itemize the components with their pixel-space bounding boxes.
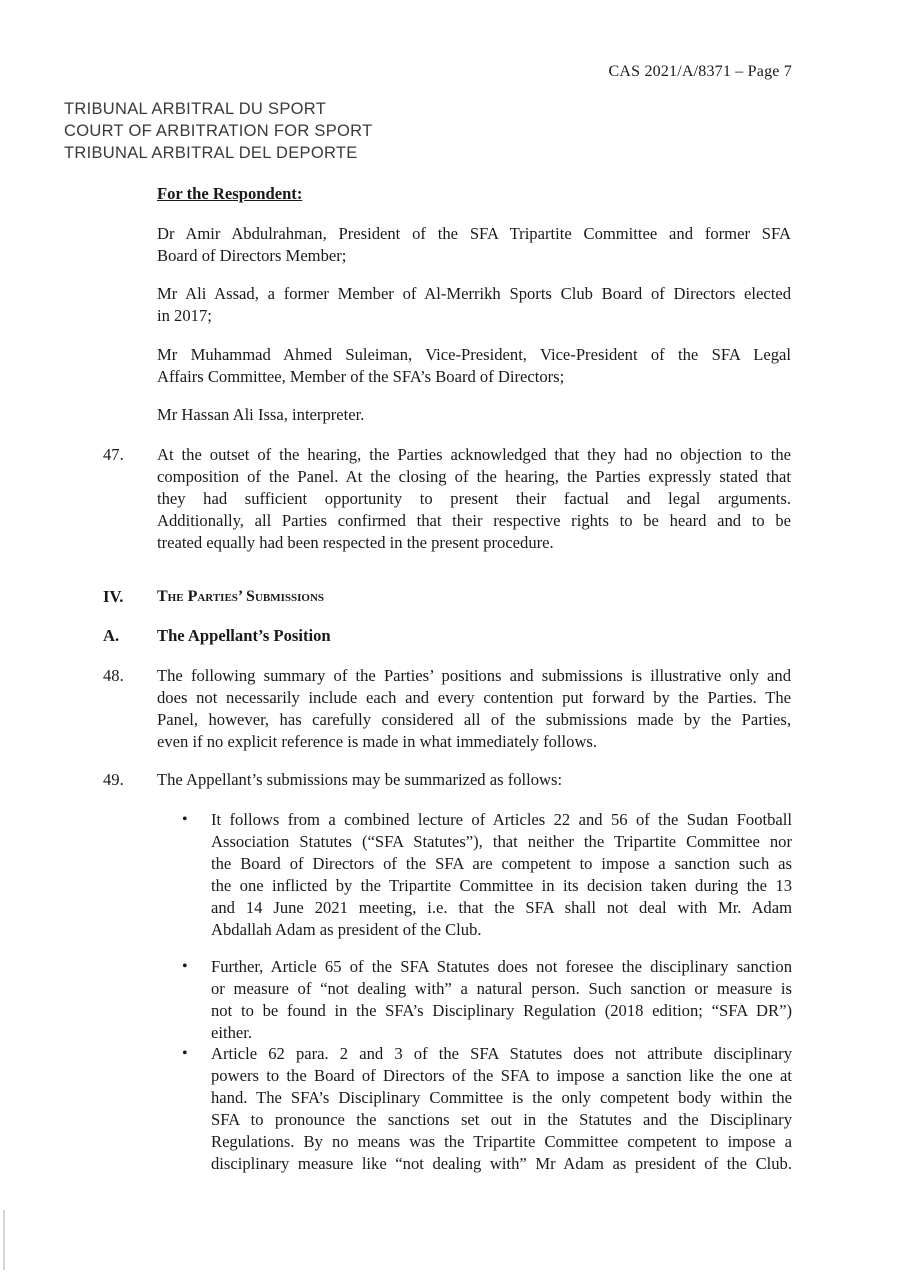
subsection-number-a: A. xyxy=(103,626,120,645)
text-line: they had sufficient opportunity to present their factual and legal arguments. xyxy=(157,489,791,508)
bullet-marker: • xyxy=(182,1045,188,1062)
text-line: Association Statutes (“SFA Statutes”), that neither the Tripartite Committee nor xyxy=(211,832,792,851)
text-line: The following summary of the Parties’ positions and submissions is illustrative only and xyxy=(157,666,791,685)
paragraph-47 xyxy=(157,444,791,554)
bullet-marker: • xyxy=(182,811,188,828)
text-line: Further, Article 65 of the SFA Statutes does not foresee the disciplinary sanction xyxy=(211,957,792,976)
text-line: and 14 June 2021 meeting, i.e. that the SFA shall not deal with Mr. Adam xyxy=(211,898,792,917)
text-line: composition of the Panel. At the closing of the hearing, the Parties expressly stated that xyxy=(157,467,791,486)
text-line: Panel, however, has carefully considered all of the submissions made by the Parties, xyxy=(157,710,791,729)
page-header-case-reference: CAS 2021/A/8371 – Page 7 xyxy=(608,63,792,80)
text-line: Article 62 para. 2 and 3 of the SFA Statutes does not attribute disciplinary xyxy=(211,1044,792,1063)
bullet-item-3 xyxy=(211,1043,792,1175)
text-line: At the outset of the hearing, the Parties acknowledged that they had no objection to the xyxy=(157,445,791,464)
subsection-title-appellants-position: The Appellant’s Position xyxy=(157,626,331,645)
text-line: Regulations. By no means was the Tripartite Committee competent to impose a xyxy=(211,1132,792,1151)
paragraph-number-48: 48. xyxy=(103,666,124,685)
section-title-parties-submissions: The Parties’ Submissions xyxy=(157,588,325,605)
text-line: Affairs Committee, Member of the SFA’s Board of Directors; xyxy=(157,367,565,386)
paragraph-49: The Appellant’s submissions may be summarized as follows: xyxy=(157,770,563,789)
respondent-party-4: Mr Hassan Ali Issa, interpreter. xyxy=(157,405,365,424)
letterhead-line-english: COURT OF ARBITRATION FOR SPORT xyxy=(64,122,373,140)
respondent-party-2 xyxy=(157,283,791,327)
text-line: disciplinary measure like “not dealing with” Mr Adam as president of the Club. xyxy=(211,1154,792,1173)
text-line: Abdallah Adam as president of the Club. xyxy=(211,920,482,939)
paragraph-48 xyxy=(157,665,791,753)
text-line: not to be found in the SFA’s Disciplinary Regulation (2018 edition; “SFA DR”) xyxy=(211,1001,792,1020)
bullet-item-1 xyxy=(211,809,792,941)
text-line: SFA to pronounce the sanctions set out in the Statutes and the Disciplinary xyxy=(211,1110,792,1129)
text-line: hand. The SFA’s Disciplinary Committee is the only competent body within the xyxy=(211,1088,792,1107)
text-line: Board of Directors Member; xyxy=(157,246,347,265)
text-line: Mr Ali Assad, a former Member of Al-Merrikh Sports Club Board of Directors elected xyxy=(157,284,791,303)
paragraph-number-47: 47. xyxy=(103,445,124,464)
text-line: or measure of “not dealing with” a natural person. Such sanction or measure is xyxy=(211,979,792,998)
text-line: Dr Amir Abdulrahman, President of the SFA Tripartite Committee and former SFA xyxy=(157,224,791,243)
text-line: in 2017; xyxy=(157,306,212,325)
letterhead-line-french: TRIBUNAL ARBITRAL DU SPORT xyxy=(64,100,327,118)
text-line: treated equally had been respected in the present procedure. xyxy=(157,533,554,552)
text-line: does not necessarily include each and every contention put forward by the Parties. The xyxy=(157,688,791,707)
letterhead-line-spanish: TRIBUNAL ARBITRAL DEL DEPORTE xyxy=(64,144,358,162)
text-line: powers to the Board of Directors of the SFA to impose a sanction like the one at xyxy=(211,1066,792,1085)
text-line: Additionally, all Parties confirmed that their respective rights to be heard and to be xyxy=(157,511,791,530)
text-line: It follows from a combined lecture of Articles 22 and 56 of the Sudan Football xyxy=(211,810,792,829)
cas-letterhead xyxy=(64,98,372,164)
respondent-heading: For the Respondent: xyxy=(157,184,303,203)
text-line: even if no explicit reference is made in what immediately follows. xyxy=(157,732,598,751)
respondent-party-3 xyxy=(157,344,791,388)
scan-edge-mark xyxy=(3,1210,5,1270)
bullet-marker: • xyxy=(182,958,188,975)
paragraph-number-49: 49. xyxy=(103,770,124,789)
text-line: either. xyxy=(211,1023,253,1042)
bullet-item-2 xyxy=(211,956,792,1044)
respondent-party-1 xyxy=(157,223,791,267)
text-line: the one inflicted by the Tripartite Committee in its decision taken during the 13 xyxy=(211,876,792,895)
text-line: Mr Muhammad Ahmed Suleiman, Vice-President, Vice-President of the SFA Legal xyxy=(157,345,791,364)
text-line: the Board of Directors of the SFA are competent to impose a sanction such as xyxy=(211,854,792,873)
section-number-iv: IV. xyxy=(103,587,124,606)
